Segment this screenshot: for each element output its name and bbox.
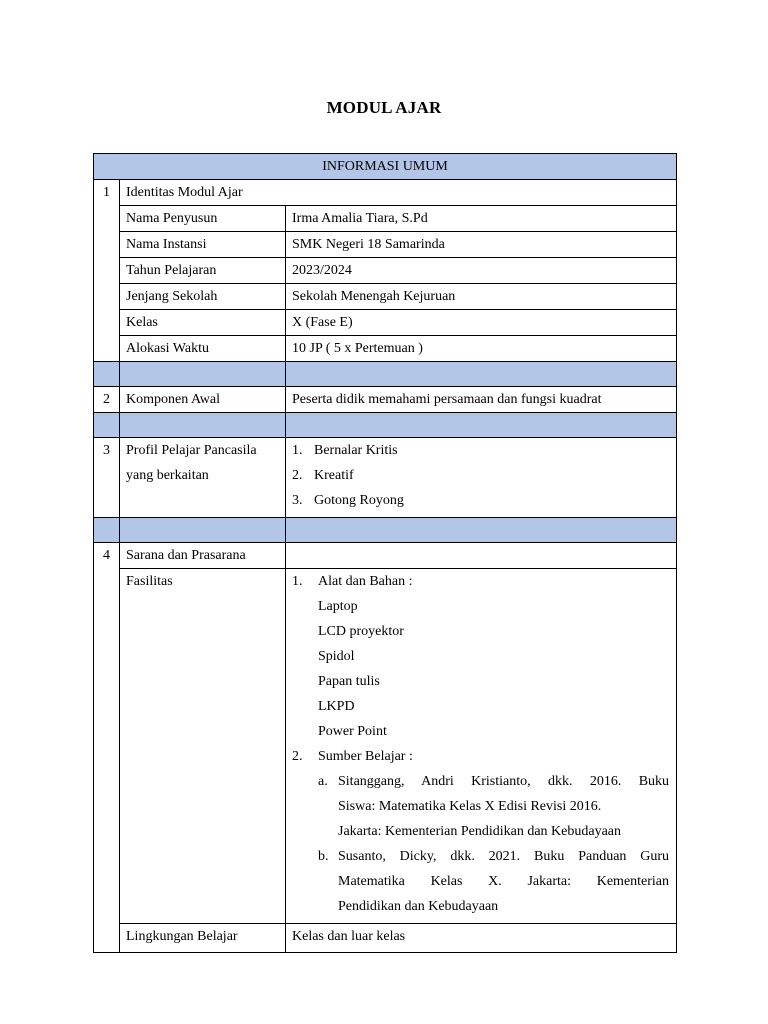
section-number: 1 bbox=[94, 180, 120, 206]
row-label: Tahun Pelajaran bbox=[120, 258, 286, 284]
lingkungan-value: Kelas dan luar kelas bbox=[286, 924, 677, 953]
list-item: 3. Gotong Royong bbox=[292, 493, 404, 508]
separator-band bbox=[94, 518, 677, 543]
row-value: Sekolah Menengah Kejuruan bbox=[286, 284, 677, 310]
row-value: X (Fase E) bbox=[286, 310, 677, 336]
row-label: Jenjang Sekolah bbox=[120, 284, 286, 310]
row-label: Alokasi Waktu bbox=[120, 336, 286, 362]
row-value: 2023/2024 bbox=[286, 258, 677, 284]
fasilitas-row bbox=[94, 569, 677, 924]
alat-item: Spidol bbox=[318, 649, 355, 664]
lingkungan-label: Lingkungan Belajar bbox=[120, 924, 286, 953]
identity-row bbox=[94, 232, 677, 258]
informasi-umum-table bbox=[93, 153, 677, 953]
identity-row bbox=[94, 284, 677, 310]
alat-item: Power Point bbox=[318, 724, 387, 739]
reference-line: Siswa: Matematika Kelas X Edisi Revisi 2016. bbox=[338, 799, 602, 814]
profil-list-cell bbox=[286, 438, 677, 518]
reference-line: Susanto, Dicky, dkk. 2021. Buku Panduan Guru bbox=[338, 849, 670, 864]
section-number: 2 bbox=[94, 387, 120, 413]
row-value: SMK Negeri 18 Samarinda bbox=[286, 232, 677, 258]
section-number: 3 bbox=[94, 438, 120, 518]
identity-row bbox=[94, 310, 677, 336]
document-title: MODUL AJAR bbox=[326, 98, 442, 117]
separator-band bbox=[94, 362, 677, 387]
section-value: Peserta didik memahami persamaan dan fungsi kuadrat bbox=[286, 387, 677, 413]
alat-item: Laptop bbox=[318, 599, 358, 614]
lingkungan-row bbox=[94, 924, 677, 953]
identity-row bbox=[94, 206, 677, 232]
section-label: Identitas Modul Ajar bbox=[120, 180, 677, 206]
profil-list bbox=[292, 438, 670, 513]
alat-item: LCD proyektor bbox=[318, 624, 404, 639]
section-3-row bbox=[94, 438, 677, 518]
sumber-heading: 2. Sumber Belajar : bbox=[292, 749, 413, 764]
section-label: Komponen Awal bbox=[120, 387, 286, 413]
row-label: Nama Instansi bbox=[120, 232, 286, 258]
row-label: Kelas bbox=[120, 310, 286, 336]
table-header-row bbox=[94, 154, 677, 180]
alat-heading: 1. Alat dan Bahan : bbox=[292, 574, 413, 589]
fasilitas-content bbox=[286, 569, 677, 924]
section-label-line: yang berkaitan bbox=[126, 468, 209, 483]
separator-band bbox=[94, 413, 677, 438]
section-1-row bbox=[94, 180, 677, 206]
section-number: 4 bbox=[94, 543, 120, 569]
fasilitas-label: Fasilitas bbox=[120, 569, 286, 924]
sumber-item: a. Sitanggang, Andri Kristianto, dkk. 2016. Buku Siswa: Matematika Kelas X Edisi Revisi 2016. Jakarta: Kementerian Pendidikan dan Kebudayaan bbox=[292, 769, 669, 844]
section-4-row bbox=[94, 543, 677, 569]
list-item: 2. Kreatif bbox=[292, 468, 354, 483]
reference-line: Pendidikan dan Kebudayaan bbox=[338, 899, 499, 914]
sumber-item: b. Susanto, Dicky, dkk. 2021. Buku Panduan Guru Matematika Kelas X. Jakarta: Kementerian Pendidikan dan Kebudayaan bbox=[292, 844, 669, 919]
list-item: 1. Bernalar Kritis bbox=[292, 443, 398, 458]
reference-line: Jakarta: Kementerian Pendidikan dan Kebudayaan bbox=[338, 824, 622, 839]
row-value: Irma Amalia Tiara, S.Pd bbox=[286, 206, 677, 232]
identity-row bbox=[94, 258, 677, 284]
reference-line: Sitanggang, Andri Kristianto, dkk. 2016. Buku bbox=[338, 774, 670, 789]
section-label-line: Profil Pelajar Pancasila bbox=[126, 443, 257, 458]
table-header: INFORMASI UMUM bbox=[94, 154, 677, 180]
row-label: Nama Penyusun bbox=[120, 206, 286, 232]
alat-item: Papan tulis bbox=[318, 674, 380, 689]
section-2-row bbox=[94, 387, 677, 413]
section-label bbox=[120, 438, 286, 518]
alat-item: LKPD bbox=[318, 699, 355, 714]
reference-line: Matematika Kelas X. Jakarta: Kementerian bbox=[338, 874, 670, 889]
identity-row bbox=[94, 336, 677, 362]
section-label: Sarana dan Prasarana bbox=[120, 543, 286, 569]
row-value: 10 JP ( 5 x Pertemuan ) bbox=[286, 336, 677, 362]
